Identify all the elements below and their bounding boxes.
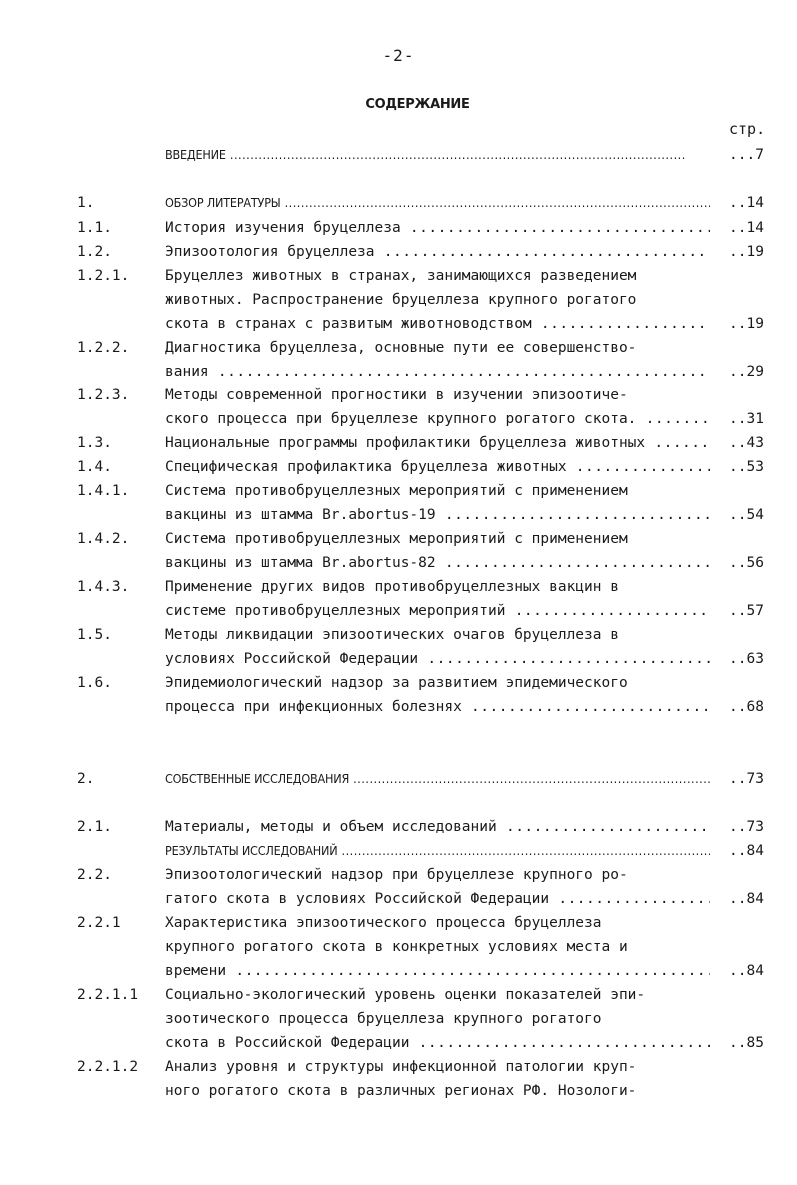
toc-entry-number: 2.2.1: [77, 915, 121, 931]
toc-entry-title-line: СОБСТВЕННЫЕ ИССЛЕДОВАНИЯ .....: [165, 767, 710, 791]
toc-entry-page: ..73: [729, 771, 764, 787]
toc-entry-number: 1.4.1.: [77, 483, 130, 499]
toc-entry-number: 1.6.: [77, 675, 112, 691]
toc-entry-title-line: вакцины из штамма Br.abortus-82 .....: [165, 551, 710, 575]
toc-entry-title-line: Материалы, методы и объем исследований .....: [165, 815, 710, 839]
toc-entry-title-line: зоотического процесса бруцеллеза крупного рогатого: [165, 1011, 602, 1027]
toc-entry-number: 2.1.: [77, 819, 112, 835]
toc-entry-title-line: Эпидемиологический надзор за развитием эпидемического: [165, 675, 628, 691]
toc-entry-title-line: ОБЗОР ЛИТЕРАТУРЫ .....: [165, 191, 710, 215]
toc-entry-number: 1.2.1.: [77, 268, 130, 284]
toc-entry-title-line: времени .....: [165, 959, 710, 983]
toc-entry-title-line: скота в странах с развитым животноводством .....: [165, 312, 710, 336]
toc-entry-page: ...7: [729, 147, 764, 163]
toc-entry-number: 1.4.2.: [77, 531, 130, 547]
toc-entry-title-line: ного рогатого скота в различных регионах РФ. Нозологи-: [165, 1083, 637, 1099]
toc-entry-page: ..43: [729, 435, 764, 451]
toc-entry-number: 1.4.: [77, 459, 112, 475]
toc-entry-page: ..73: [729, 819, 764, 835]
toc-entry-title-line: Анализ уровня и структуры инфекционной патологии круп-: [165, 1059, 637, 1075]
toc-entry-number: 2.2.1.2: [77, 1059, 139, 1075]
toc-entry-page: ..53: [729, 459, 764, 475]
toc-entry-title-line: Эпизоотологический надзор при бруцеллезе крупного ро-: [165, 867, 628, 883]
toc-entry-title-line: История изучения бруцеллеза .....: [165, 216, 710, 240]
toc-entry-number: 1.2.2.: [77, 340, 130, 356]
toc-entry-title-line: системе противобруцеллезных мероприятий .....: [165, 599, 710, 623]
toc-entry-page: ..19: [729, 316, 764, 332]
toc-entry-title-line: Методы ликвидации эпизоотических очагов бруцеллеза в: [165, 627, 619, 643]
toc-entry-page: ..14: [729, 195, 764, 211]
toc-entry-title-line: вакцины из штамма Br.abortus-19 .....: [165, 503, 710, 527]
toc-entry-title-line: Система противобруцеллезных мероприятий с применением: [165, 483, 628, 499]
toc-entry-title-line: ского процесса при бруцеллезе крупного рогатого скота. .....: [165, 407, 710, 431]
toc-entry-title-line: гатого скота в условиях Российской Федерации .....: [165, 887, 710, 911]
toc-entry-page: ..19: [729, 244, 764, 260]
toc-entry-page: ..14: [729, 220, 764, 236]
toc-entry-title-line: Бруцеллез животных в странах, занимающихся разведением: [165, 268, 637, 284]
toc-entry-title-line: Социально-экологический уровень оценки показателей эпи-: [165, 987, 646, 1003]
toc-entry-page: ..56: [729, 555, 764, 571]
toc-entry-title-line: Система противобруцеллезных мероприятий с применением: [165, 531, 628, 547]
toc-entry-page: ..84: [729, 963, 764, 979]
toc-entry-number: 2.2.1.1: [77, 987, 139, 1003]
toc-entry-page: ..54: [729, 507, 764, 523]
toc-entry-title-line: Национальные программы профилактики бруцеллеза животных .....: [165, 431, 710, 455]
page-column-label: стр.: [729, 120, 766, 138]
toc-entry-title-line: скота в Российской Федерации .....: [165, 1031, 710, 1055]
toc-entry-page: ..29: [729, 364, 764, 380]
toc-entry-title-line: вания .....: [165, 360, 710, 384]
toc-entry-number: 1.: [77, 195, 95, 211]
toc-entry-title-line: крупного рогатого скота в конкретных условиях места и: [165, 939, 628, 955]
toc-entry-title-line: Методы современной прогностики в изучении эпизоотиче-: [165, 387, 628, 403]
toc-entry-title-line: Специфическая профилактика бруцеллеза животных .....: [165, 455, 710, 479]
toc-entry-number: 1.2.3.: [77, 387, 130, 403]
page-number: -2-: [382, 46, 415, 65]
toc-entry-number: 2.2.: [77, 867, 112, 883]
toc-entry-page: ..63: [729, 651, 764, 667]
toc-entry-number: 1.2.: [77, 244, 112, 260]
toc-entry-title-line: Эпизоотология бруцеллеза .....: [165, 240, 710, 264]
toc-entry-page: ..68: [729, 699, 764, 715]
toc-entry-page: ..85: [729, 1035, 764, 1051]
toc-entry-page: ..57: [729, 603, 764, 619]
toc-entry-title-line: РЕЗУЛЬТАТЫ ИССЛЕДОВАНИЙ .....: [165, 839, 710, 863]
toc-entry-page: ..84: [729, 891, 764, 907]
toc-entry-number: 1.3.: [77, 435, 112, 451]
toc-entry-number: 2.: [77, 771, 95, 787]
toc-entry-title-line: Применение других видов противобруцеллезных вакцин в: [165, 579, 619, 595]
toc-entry-title-line: животных. Распространение бруцеллеза крупного рогатого: [165, 292, 637, 308]
toc-entry-title-line: ВВЕДЕНИЕ .....: [165, 143, 710, 167]
toc-entry-number: 1.1.: [77, 220, 112, 236]
toc-entry-page: ..84: [729, 843, 764, 859]
toc-entry-page: ..31: [729, 411, 764, 427]
toc-entry-number: 1.5.: [77, 627, 112, 643]
toc-entry-title-line: процесса при инфекционных болезнях .....: [165, 695, 710, 719]
toc-entry-title-line: Диагностика бруцеллеза, основные пути ее совершенство-: [165, 340, 637, 356]
toc-entry-title-line: условиях Российской Федерации .....: [165, 647, 710, 671]
toc-title: СОДЕРЖАНИЕ: [365, 97, 470, 112]
toc-entry-number: 1.4.3.: [77, 579, 130, 595]
toc-entry-title-line: Характеристика эпизоотического процесса бруцеллеза: [165, 915, 602, 931]
